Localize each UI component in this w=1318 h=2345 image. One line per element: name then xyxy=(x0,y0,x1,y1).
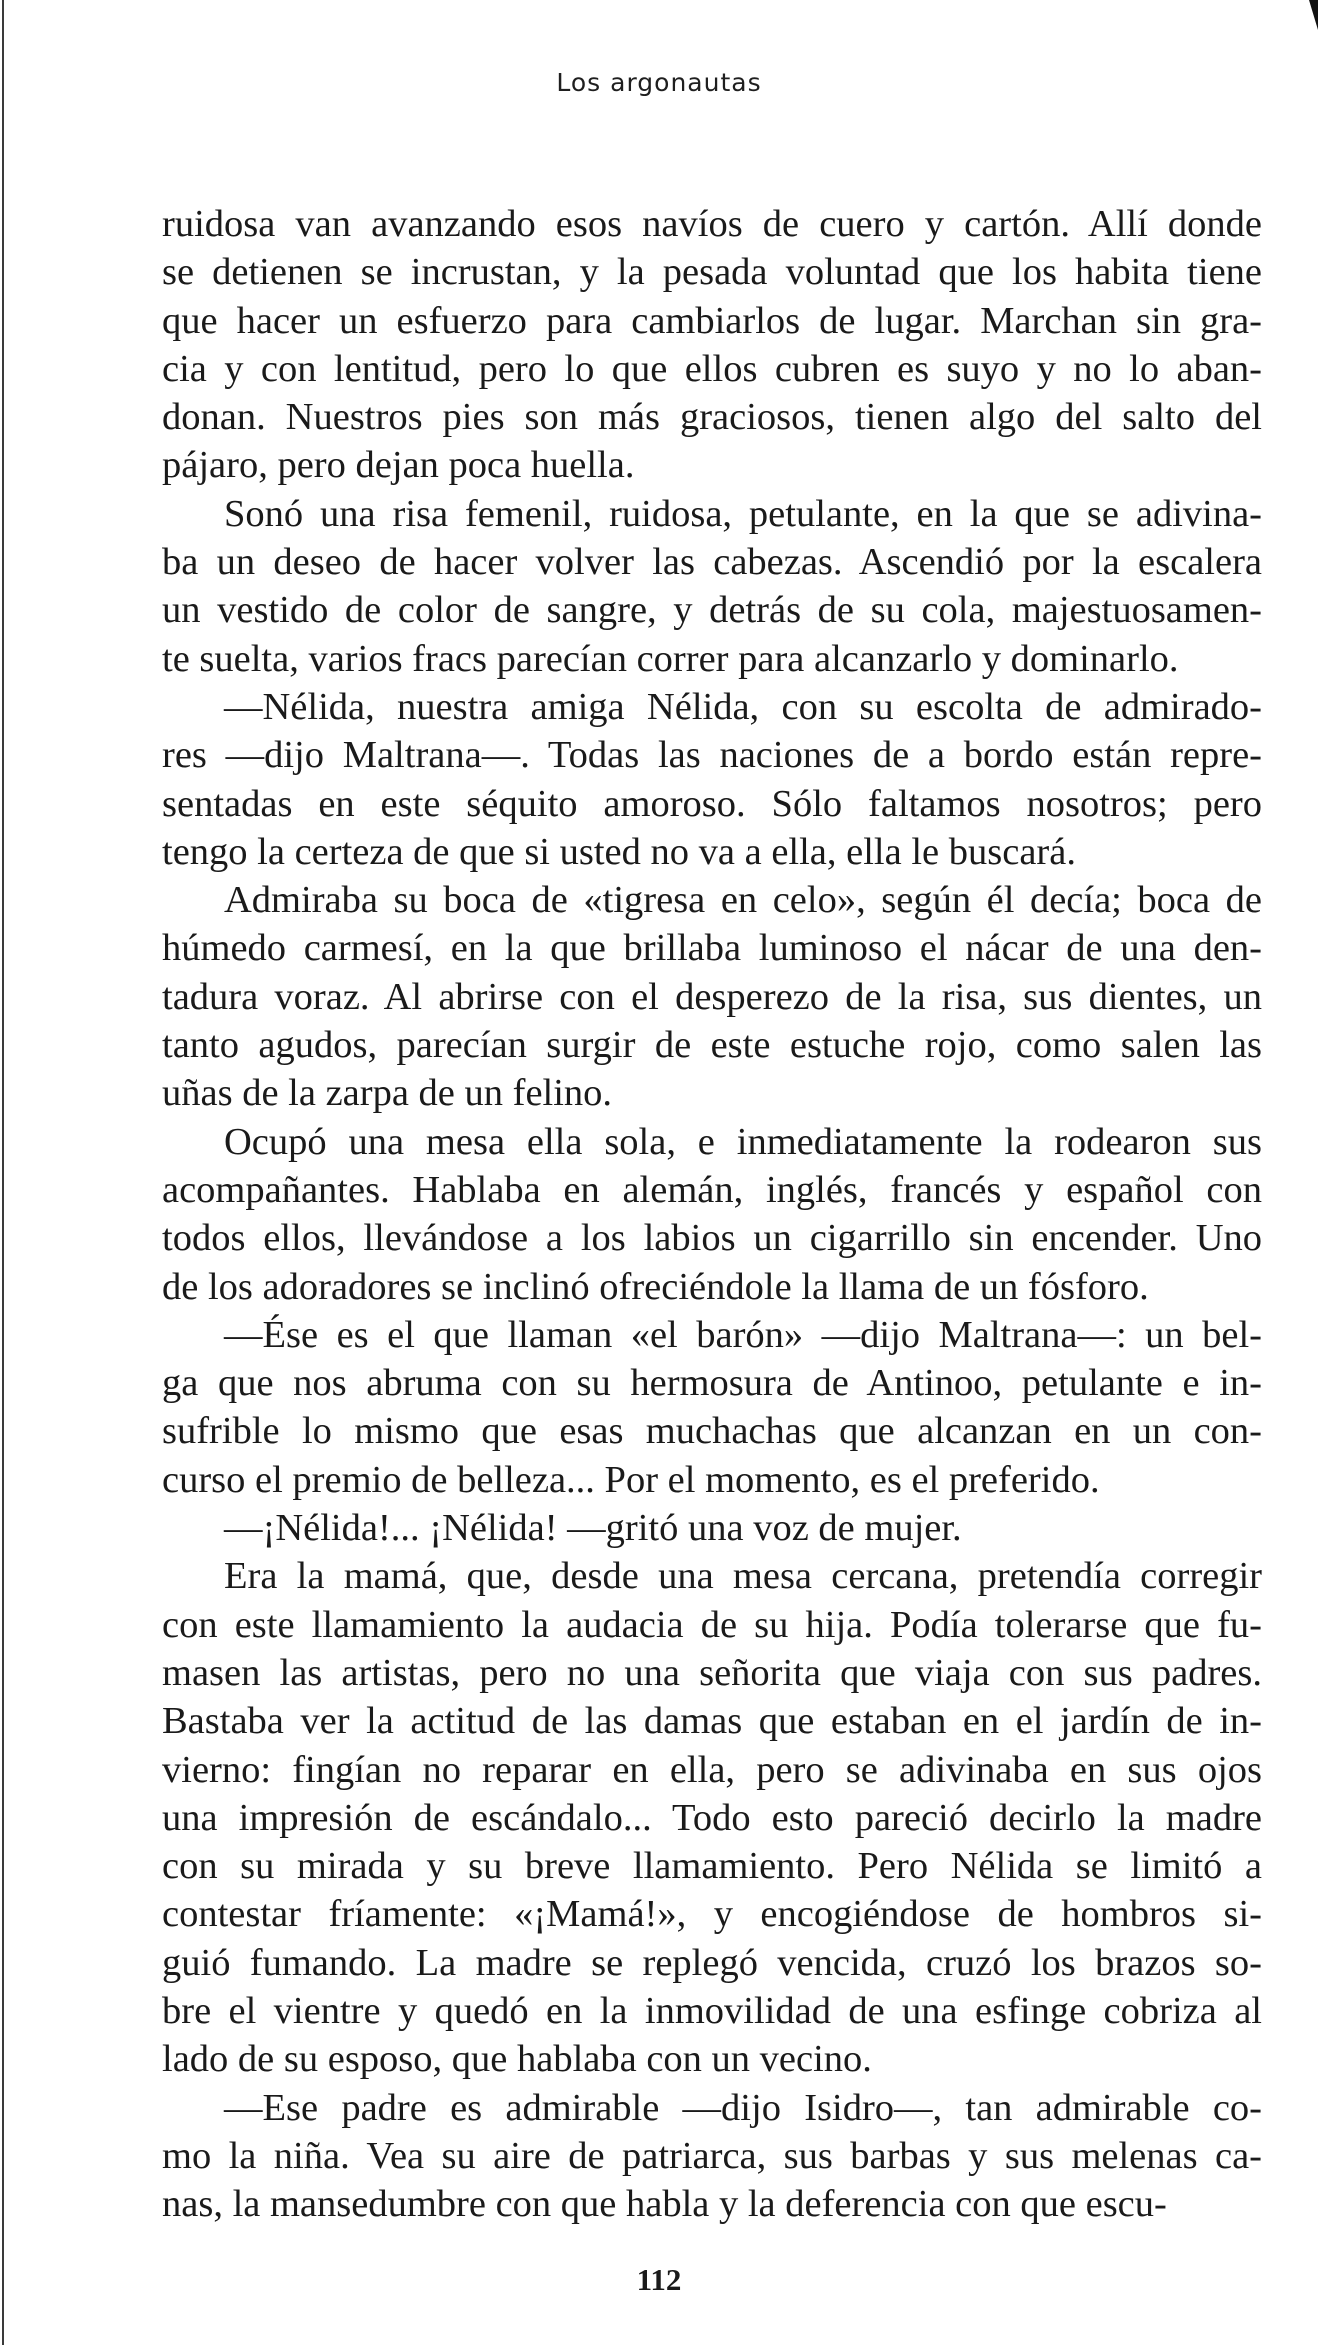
text-line: sentadas en este séquito amoroso. Sólo faltamos nosotros; pero xyxy=(162,782,1262,825)
text-line: vierno: fingían no reparar en ella, pero se adivinaba en sus ojos xyxy=(162,1748,1262,1791)
text-line: Sonó una risa femenil, ruidosa, petulante, en la que se adivina- xyxy=(224,492,1262,535)
text-line: —Ése es el que llaman «el barón» —dijo Maltrana—: un bel- xyxy=(224,1313,1262,1356)
text-line: un vestido de color de sangre, y detrás de su cola, majestuosamen- xyxy=(162,589,1262,632)
scan-corner-mark xyxy=(1309,0,1318,30)
text-line: con este llamamiento la audacia de su hija. Podía tolerarse que fu- xyxy=(162,1603,1262,1646)
text-line: pájaro, pero dejan poca huella. xyxy=(162,444,635,487)
text-line: de los adoradores se inclinó ofreciéndole la llama de un fósforo. xyxy=(162,1265,1149,1308)
body-text xyxy=(162,200,1262,2228)
text-line: se detienen se incrustan, y la pesada voluntad que los habita tiene xyxy=(162,251,1262,294)
text-line: —¡Nélida!... ¡Nélida! —gritó una voz de mujer. xyxy=(224,1507,962,1550)
text-line: ruidosa van avanzando esos navíos de cuero y cartón. Allí donde xyxy=(162,203,1262,245)
text-line: uñas de la zarpa de un felino. xyxy=(162,1072,613,1115)
paragraph xyxy=(162,1552,1262,2083)
text-line: acompañantes. Hablaba en alemán, inglés, francés y español con xyxy=(162,1168,1262,1211)
paragraph xyxy=(162,490,1262,683)
text-line: mo la niña. Vea su aire de patriarca, sus barbas y sus melenas ca- xyxy=(162,2134,1262,2177)
text-line: donan. Nuestros pies son más graciosos, tienen algo del salto del xyxy=(162,396,1262,439)
paragraph xyxy=(162,683,1262,876)
text-line: tadura voraz. Al abrirse con el desperezo de la risa, sus dientes, un xyxy=(162,975,1262,1018)
text-line: Era la mamá, que, desde una mesa cercana, pretendía corregir xyxy=(224,1555,1262,1598)
text-line: Bastaba ver la actitud de las damas que estaban en el jardín de in- xyxy=(162,1700,1262,1743)
paragraph xyxy=(162,1118,1262,1311)
text-line: res —dijo Maltrana—. Todas las naciones de a bordo están repre- xyxy=(162,734,1262,777)
page-number: 112 xyxy=(636,2262,682,2297)
text-line: una impresión de escándalo... Todo esto pareció decirlo la madre xyxy=(162,1796,1262,1839)
text-line: lado de su esposo, que hablaba con un vecino. xyxy=(162,2038,872,2081)
text-line: tanto agudos, parecían surgir de este estuche rojo, como salen las xyxy=(162,1024,1262,1067)
text-line: —Nélida, nuestra amiga Nélida, con su escolta de admirado- xyxy=(224,685,1262,728)
text-line: ga que nos abruma con su hermosura de Antinoo, petulante e in- xyxy=(162,1362,1262,1405)
paragraph xyxy=(162,2084,1262,2229)
paragraph xyxy=(162,1504,1262,1552)
text-line: nas, la mansedumbre con que habla y la deferencia con que escu- xyxy=(162,2183,1167,2226)
running-title: Los argonautas xyxy=(556,68,762,97)
text-line: Ocupó una mesa ella sola, e inmediatamente la rodearon sus xyxy=(224,1120,1262,1163)
text-line: sufrible lo mismo que esas muchachas que alcanzan en un con- xyxy=(162,1410,1262,1453)
text-line: guió fumando. La madre se replegó vencida, cruzó los brazos so- xyxy=(162,1941,1262,1984)
page-edge-rule xyxy=(2,0,4,2345)
text-line: con su mirada y su breve llamamiento. Pero Nélida se limitó a xyxy=(162,1845,1262,1888)
text-line: ba un deseo de hacer volver las cabezas. Ascendió por la escalera xyxy=(162,541,1262,584)
text-line: tengo la certeza de que si usted no va a ella, ella le buscará. xyxy=(162,830,1076,873)
text-line: húmedo carmesí, en la que brillaba luminoso el nácar de una den- xyxy=(162,927,1262,970)
text-line: que hacer un esfuerzo para cambiarlos de lugar. Marchan sin gra- xyxy=(162,299,1262,342)
paragraph xyxy=(162,1311,1262,1504)
paragraph xyxy=(162,876,1262,1117)
text-line: masen las artistas, pero no una señorita que viaja con sus padres. xyxy=(162,1651,1262,1694)
text-line: bre el vientre y quedó en la inmovilidad de una esfinge cobriza al xyxy=(162,1989,1262,2032)
paragraph xyxy=(162,200,1262,490)
text-line: Admiraba su boca de «tigresa en celo», según él decía; boca de xyxy=(224,879,1262,922)
text-line: curso el premio de belleza... Por el momento, es el preferido. xyxy=(162,1458,1100,1501)
text-line: —Ese padre es admirable —dijo Isidro—, tan admirable co- xyxy=(224,2086,1262,2129)
text-line: te suelta, varios fracs parecían correr para alcanzarlo y dominarlo. xyxy=(162,637,1179,680)
text-line: contestar fríamente: «¡Mamá!», y encogiéndose de hombros si- xyxy=(162,1893,1262,1936)
text-line: todos ellos, llevándose a los labios un cigarrillo sin encender. Uno xyxy=(162,1217,1262,1260)
text-line: cia y con lentitud, pero lo que ellos cubren es suyo y no lo aban- xyxy=(162,347,1262,390)
